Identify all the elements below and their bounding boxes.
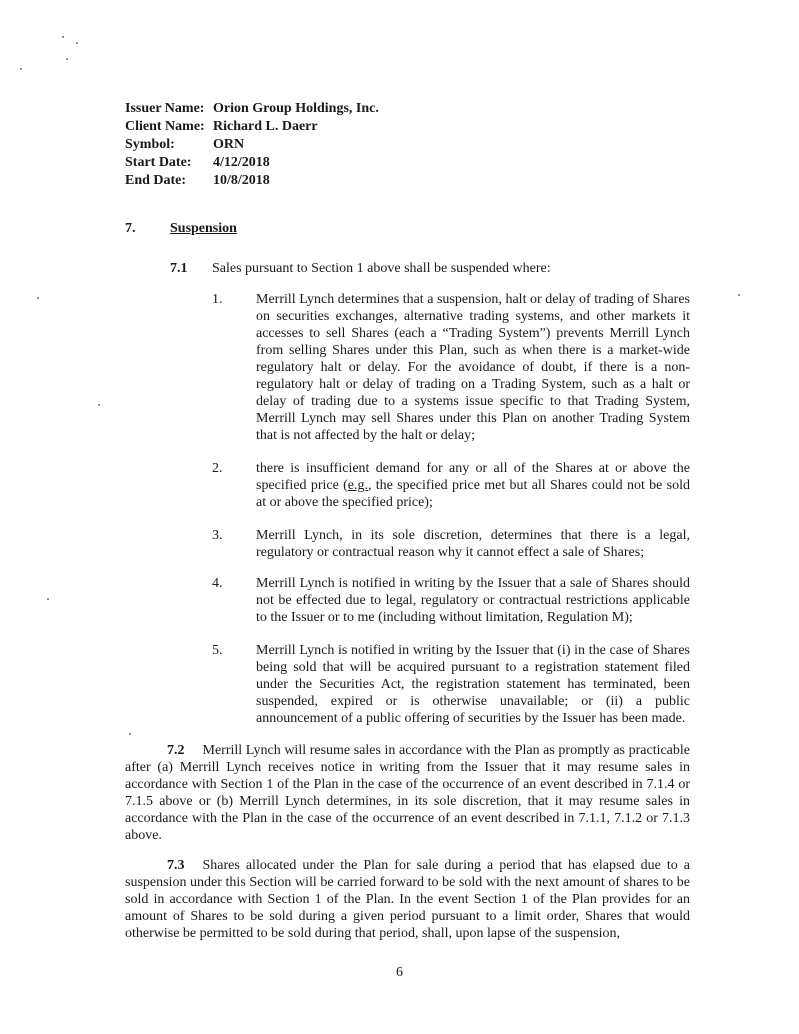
scan-speck	[20, 68, 22, 70]
issuer-row	[125, 100, 379, 118]
end-date-label: End Date:	[125, 173, 187, 188]
item-number: 4.	[212, 576, 223, 591]
paragraph-number: 7.3	[167, 858, 185, 873]
paragraph-text: Sales pursuant to Section 1 above shall be suspended where:	[212, 261, 551, 276]
list-item	[212, 291, 690, 444]
paragraph-7-2	[125, 742, 690, 844]
item-number: 3.	[212, 528, 223, 543]
item-number: 5.	[212, 643, 223, 658]
issuer-value: Orion Group Holdings, Inc.	[213, 101, 379, 116]
symbol-value: ORN	[213, 137, 245, 152]
list-item	[212, 460, 690, 511]
eg-abbreviation: e.g.	[347, 478, 368, 493]
item-text-start: there is insufficient demand for any or all of the Shares at or above the specified price (	[256, 461, 690, 493]
item-text	[256, 460, 690, 511]
start-date-row	[125, 154, 379, 172]
scan-speck	[66, 58, 68, 60]
section-heading	[125, 220, 237, 238]
item-text: Merrill Lynch is notified in writing by the Issuer that (i) in the case of Shares being sold that will be acquired pursuant to a registration statement filed under the Securities Act, the registration statement has terminated, been suspended, expired or is otherwise unavailable; or (ii) a public announcement of a public offering of securities by the Issuer has been made.	[256, 643, 690, 726]
paragraph-7-1	[170, 260, 551, 277]
symbol-row	[125, 136, 379, 154]
client-label: Client Name:	[125, 119, 205, 134]
item-text: Merrill Lynch, in its sole discretion, determines that there is a legal, regulatory or contractual reason why it cannot effect a sale of Shares;	[256, 528, 690, 560]
item-number: 2.	[212, 461, 223, 476]
paragraph-text: Merrill Lynch will resume sales in accordance with the Plan as promptly as practicable after (a) Merrill Lynch receives notice in writing from the Issuer that it may resume sales in accordance with Section 1 of the Plan in the case of the occurrence of an event described in 7.1.4 or 7.1.5 above or (b) Merrill Lynch determines, in its sole discretion, that it may resume sales in accordance with the Plan in the case of the occurrence of an event described in 7.1.1, 7.1.2 or 7.1.3 above.	[125, 743, 690, 843]
item-text: Merrill Lynch determines that a suspension, halt or delay of trading of Shares on securities exchanges, alternative trading systems, and other markets it accesses to sell Shares (each a “Trading System”) prevents Merrill Lynch from selling Shares under this Plan, such as when there is a market-wide regulatory halt or delay. For the avoidance of doubt, if there is a non-regulatory halt or delay of trading on a Trading System, such as a halt or delay of trading due to a systems issue specific to that Trading System, Merrill Lynch may sell Shares under this Plan on another Trading System that is not affected by the halt or delay;	[256, 292, 690, 443]
item-text: Merrill Lynch is notified in writing by the Issuer that a sale of Shares should not be effected due to legal, regulatory or contractual restrictions applicable to the Issuer or to me (including without limitation, Regulation M);	[256, 576, 690, 625]
end-date-row	[125, 172, 379, 190]
end-date-value: 10/8/2018	[213, 173, 270, 188]
scan-speck	[37, 297, 39, 299]
paragraph-text: Shares allocated under the Plan for sale during a period that has elapsed due to a suspension under this Section will be carried forward to be sold with the next amount of shares to be sold in accordance with Section 1 of the Plan. In the event Section 1 of the Plan provides for an amount of Shares to be sold during a given period pursuant to a limit order, Shares that would otherwise be permitted to be sold during that period, shall, upon lapse of the suspension,	[125, 858, 690, 941]
section-title: Suspension	[170, 221, 237, 236]
client-value: Richard L. Daerr	[213, 119, 318, 134]
start-date-label: Start Date:	[125, 155, 192, 170]
section-number: 7.	[125, 221, 136, 236]
start-date-value: 4/12/2018	[213, 155, 270, 170]
paragraph-number: 7.2	[167, 743, 185, 758]
page-number: 6	[396, 965, 403, 980]
scan-speck	[738, 294, 740, 296]
paragraph-7-3	[125, 857, 690, 942]
item-number: 1.	[212, 292, 223, 307]
list-item	[212, 642, 690, 727]
item-text-end: , the specified price met but all Shares could not be sold at or above the specified price);	[256, 478, 690, 510]
scan-speck	[98, 404, 100, 406]
paragraph-number: 7.1	[170, 261, 188, 276]
scan-speck	[129, 733, 131, 735]
scan-speck	[62, 36, 64, 38]
symbol-label: Symbol:	[125, 137, 175, 152]
issuer-label: Issuer Name:	[125, 101, 205, 116]
client-row	[125, 118, 379, 136]
list-item	[212, 527, 690, 561]
list-item	[212, 575, 690, 626]
scan-speck	[76, 42, 78, 44]
scan-speck	[47, 598, 49, 600]
plan-header	[125, 100, 379, 190]
